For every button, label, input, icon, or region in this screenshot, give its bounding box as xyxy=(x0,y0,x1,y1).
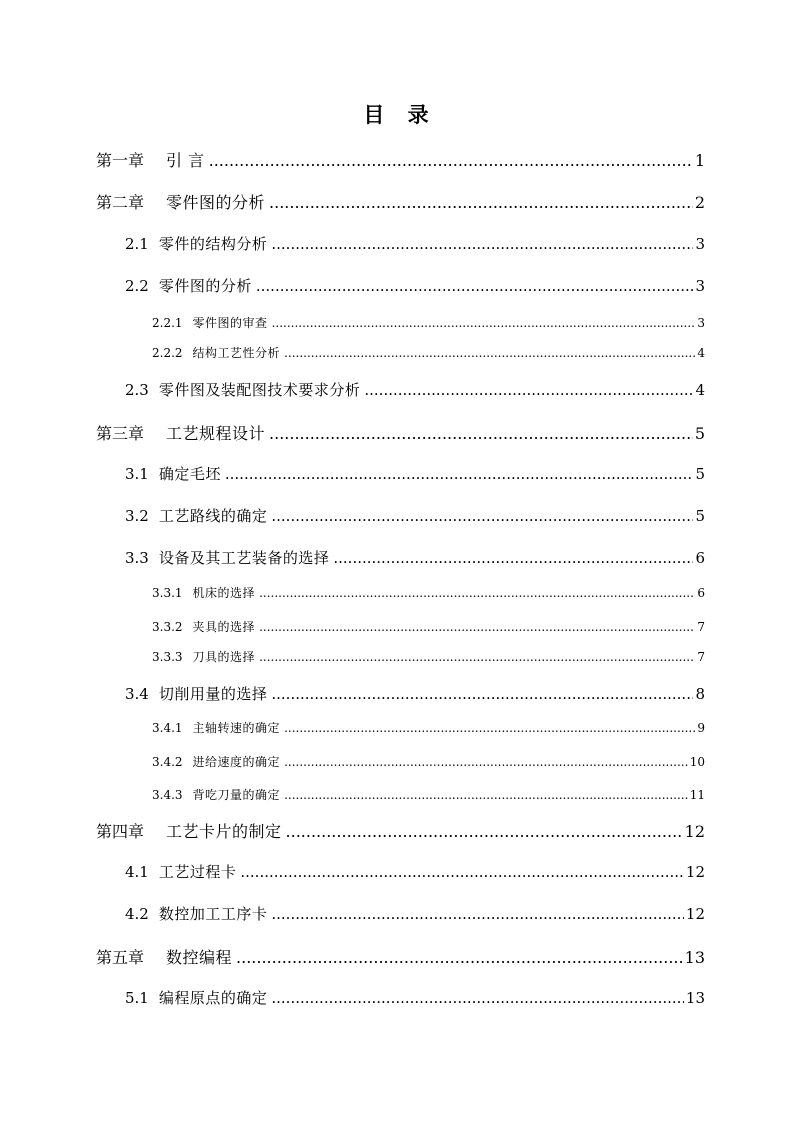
dot-leader xyxy=(259,650,695,664)
entry-title: 零件图及装配图技术要求分析 xyxy=(158,381,361,399)
dot-leader xyxy=(271,989,684,1007)
entry-title: 设备及其工艺装备的选择 xyxy=(158,549,330,567)
dot-leader xyxy=(284,788,688,802)
entry-number: 3.4.2 xyxy=(152,755,183,769)
entry-title: 数控编程 xyxy=(166,948,233,967)
entry-number: 2.2.1 xyxy=(152,316,183,330)
entry-number: 3.3.2 xyxy=(152,620,183,634)
dot-leader xyxy=(256,277,694,295)
toc-entry-chapter-2[interactable] xyxy=(96,190,705,213)
dot-leader xyxy=(209,151,693,170)
toc-title: 目 录 xyxy=(363,103,437,127)
entry-page-number: 12 xyxy=(685,905,705,923)
entry-number: 3.3 xyxy=(125,549,149,567)
dot-leader xyxy=(364,381,693,399)
entry-page-number: 5 xyxy=(694,424,705,443)
dot-leader xyxy=(269,424,693,443)
entry-title: 零件图的分析 xyxy=(166,193,266,212)
entry-page-number: 6 xyxy=(697,586,705,600)
dot-leader xyxy=(272,316,696,330)
entry-page-number: 3 xyxy=(695,235,705,253)
entry-title: 零件的结构分析 xyxy=(158,235,268,253)
entry-title: 工艺规程设计 xyxy=(166,424,266,443)
entry-page-number: 4 xyxy=(695,381,705,399)
entry-page-number: 13 xyxy=(685,989,705,1007)
entry-title: 数控加工工序卡 xyxy=(158,905,268,923)
entry-title: 工艺过程卡 xyxy=(158,863,237,881)
toc-entry-chapter-5[interactable] xyxy=(96,945,705,968)
entry-page-number: 3 xyxy=(697,316,705,330)
entry-title: 切削用量的选择 xyxy=(158,685,268,703)
entry-page-number: 12 xyxy=(685,863,705,881)
entry-title: 机床的选择 xyxy=(192,586,256,600)
toc-entry-3-1[interactable] xyxy=(125,463,705,484)
toc-entry-2-1[interactable] xyxy=(125,233,705,254)
dot-leader xyxy=(259,586,695,600)
entry-page-number: 9 xyxy=(697,721,705,735)
entry-page-number: 11 xyxy=(689,788,705,802)
dot-leader xyxy=(333,549,693,567)
dot-leader xyxy=(240,863,684,881)
toc-entry-4-1[interactable] xyxy=(125,861,705,882)
toc-entry-2-2[interactable] xyxy=(125,275,705,296)
entry-title: 背吃刀量的确定 xyxy=(192,788,281,802)
entry-title: 零件图的分析 xyxy=(158,277,252,295)
dot-leader xyxy=(225,465,694,483)
toc-entry-3-3-2[interactable] xyxy=(152,618,705,635)
entry-page-number: 12 xyxy=(684,822,705,841)
entry-number: 2.3 xyxy=(125,381,149,399)
entry-page-number: 7 xyxy=(697,620,705,634)
dot-leader xyxy=(271,685,693,703)
toc-entry-4-2[interactable] xyxy=(125,903,705,924)
entry-page-number: 13 xyxy=(684,948,705,967)
entry-number: 4.2 xyxy=(125,905,149,923)
entry-page-number: 10 xyxy=(689,755,705,769)
entry-number: 4.1 xyxy=(125,863,149,881)
toc-entry-3-4-3[interactable] xyxy=(152,786,705,803)
dot-leader xyxy=(271,905,684,923)
entry-number: 5.1 xyxy=(125,989,149,1007)
entry-title: 刀具的选择 xyxy=(192,650,256,664)
toc-entry-chapter-3[interactable] xyxy=(96,421,705,444)
entry-page-number: 1 xyxy=(694,151,705,170)
dot-leader xyxy=(284,721,695,735)
dot-leader xyxy=(271,507,693,525)
dot-leader xyxy=(286,822,683,841)
entry-number: 3.1 xyxy=(125,465,149,483)
dot-leader xyxy=(271,235,693,253)
entry-title: 编程原点的确定 xyxy=(158,989,268,1007)
entry-number: 3.4.1 xyxy=(152,721,183,735)
toc-entry-chapter-1[interactable] xyxy=(96,148,705,171)
entry-number: 第一章 xyxy=(96,151,145,170)
entry-title: 工艺卡片的制定 xyxy=(166,822,282,841)
entry-page-number: 5 xyxy=(695,465,705,483)
dot-leader xyxy=(284,346,695,360)
entry-title: 工艺路线的确定 xyxy=(158,507,268,525)
entry-title: 主轴转速的确定 xyxy=(192,721,281,735)
entry-number: 3.3.1 xyxy=(152,586,183,600)
entry-page-number: 2 xyxy=(694,193,705,212)
toc-entry-2-3[interactable] xyxy=(125,379,705,400)
entry-page-number: 8 xyxy=(695,685,705,703)
entry-number: 2.2 xyxy=(125,277,149,295)
toc-entry-3-3-1[interactable] xyxy=(152,584,705,601)
entry-number: 3.2 xyxy=(125,507,149,525)
toc-entry-3-3[interactable] xyxy=(125,547,705,568)
entry-number: 第四章 xyxy=(96,822,145,841)
toc-entry-2-2-1[interactable] xyxy=(152,314,705,331)
entry-title: 进给速度的确定 xyxy=(192,755,281,769)
entry-page-number: 5 xyxy=(695,507,705,525)
entry-title: 引 言 xyxy=(166,151,205,170)
toc-entry-2-2-2[interactable] xyxy=(152,344,705,361)
dot-leader xyxy=(236,948,683,967)
toc-entry-3-2[interactable] xyxy=(125,505,705,526)
entry-number: 3.4 xyxy=(125,685,149,703)
dot-leader xyxy=(259,620,695,634)
entry-number: 第五章 xyxy=(96,948,145,967)
entry-page-number: 7 xyxy=(697,650,705,664)
toc-entry-3-4-1[interactable] xyxy=(152,719,705,736)
toc-entry-5-1[interactable] xyxy=(125,987,705,1008)
entry-number: 2.1 xyxy=(125,235,149,253)
entry-title: 结构工艺性分析 xyxy=(192,346,281,360)
entry-page-number: 3 xyxy=(695,277,705,295)
entry-title: 零件图的审查 xyxy=(192,316,268,330)
entry-number: 第三章 xyxy=(96,424,145,443)
dot-leader xyxy=(269,193,693,212)
entry-number: 第二章 xyxy=(96,193,145,212)
toc-entry-3-4-2[interactable] xyxy=(152,753,705,770)
entry-page-number: 6 xyxy=(695,549,705,567)
entry-page-number: 4 xyxy=(697,346,705,360)
entry-title: 夹具的选择 xyxy=(192,620,256,634)
entry-number: 2.2.2 xyxy=(152,346,183,360)
dot-leader xyxy=(284,755,688,769)
entry-title: 确定毛坯 xyxy=(158,465,221,483)
toc-entry-3-4[interactable] xyxy=(125,683,705,704)
entry-number: 3.4.3 xyxy=(152,788,183,802)
toc-entry-3-3-3[interactable] xyxy=(152,648,705,665)
toc-entry-chapter-4[interactable] xyxy=(96,819,705,842)
entry-number: 3.3.3 xyxy=(152,650,183,664)
